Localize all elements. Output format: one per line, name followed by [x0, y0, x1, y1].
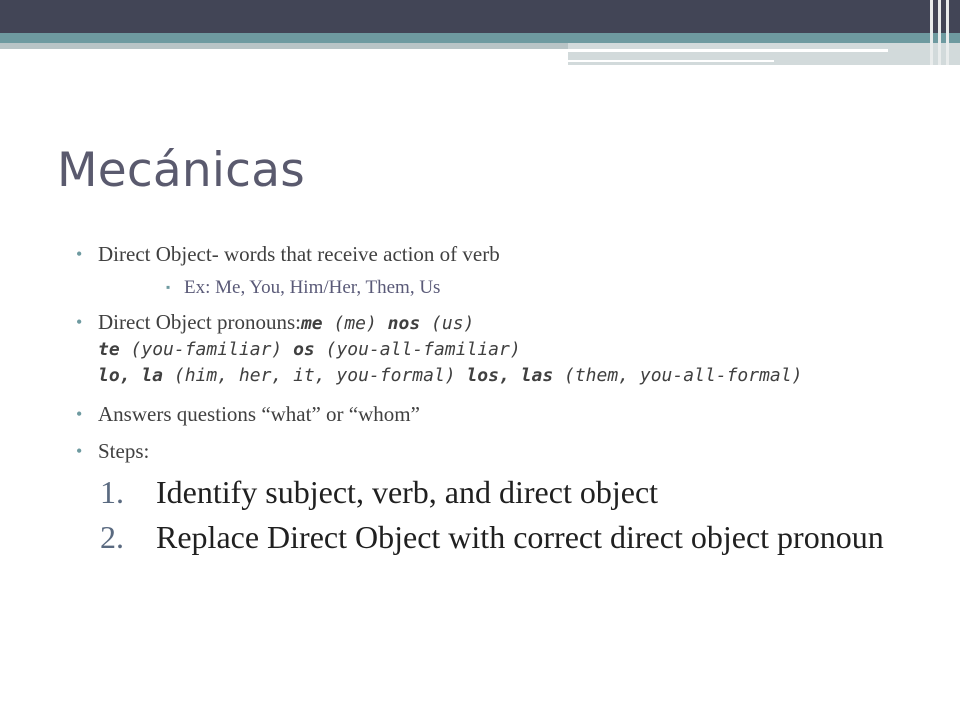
bullet-dot-icon: •	[76, 404, 83, 424]
bullet-direct-object	[74, 242, 934, 267]
pronoun-gloss: (them, you-all-formal)	[553, 365, 803, 386]
step-item	[74, 472, 934, 512]
bullet-dot-icon: •	[76, 312, 83, 332]
pronoun-gloss: (us)	[420, 313, 475, 334]
pronoun-los-las: los, las	[466, 365, 554, 386]
step-text: Replace Direct Object with correct direct object pronoun	[156, 519, 884, 555]
bullet-text: Steps:	[98, 439, 150, 463]
step-number: 1.	[100, 474, 124, 510]
bullet-steps	[74, 439, 934, 464]
pronoun-line-1	[301, 313, 474, 334]
pronoun-te: te	[98, 339, 120, 360]
slide-title: Mecánicas	[57, 143, 305, 198]
pronoun-lo-la: lo, la	[98, 365, 164, 386]
pronoun-gloss: (you-familiar)	[119, 339, 294, 360]
pronoun-line-3	[98, 365, 802, 386]
pronoun-gloss: (you-all-familiar)	[314, 339, 521, 360]
bullet-text: Answers questions “what” or “whom”	[98, 402, 420, 426]
pronoun-os: os	[293, 339, 315, 360]
bullet-text: Direct Object- words that receive action of verb	[98, 242, 500, 266]
header-accent-line-2	[568, 60, 774, 62]
pronoun-gloss: (me)	[322, 313, 388, 334]
header-stripe	[930, 0, 933, 65]
sub-bullet-text: Ex: Me, You, Him/Her, Them, Us	[184, 277, 441, 298]
sub-bullet-example	[74, 275, 934, 300]
header-band-teal	[0, 33, 960, 43]
step-item	[74, 517, 896, 557]
bullet-text: Direct Object pronouns:	[98, 310, 301, 334]
step-text: Identify subject, verb, and direct object	[156, 474, 659, 510]
pronoun-line-2	[98, 339, 521, 360]
bullet-dot-icon: •	[76, 244, 83, 264]
bullet-pronouns	[74, 310, 934, 388]
header-band-gray	[0, 43, 568, 49]
pronoun-me: me	[300, 313, 323, 334]
pronoun-gloss: (him, her, it, you-formal)	[163, 365, 467, 386]
header-stripe	[938, 0, 941, 65]
header-stripe	[946, 0, 949, 65]
sub-bullet-diamond-icon: ▪	[166, 280, 171, 294]
header-band-dark	[0, 0, 960, 33]
bullet-dot-icon: •	[76, 441, 83, 461]
header-accent-line	[568, 49, 888, 52]
slide-body	[74, 242, 934, 557]
step-number: 2.	[100, 519, 124, 555]
bullet-answers	[74, 402, 934, 427]
pronoun-nos: nos	[387, 313, 421, 334]
